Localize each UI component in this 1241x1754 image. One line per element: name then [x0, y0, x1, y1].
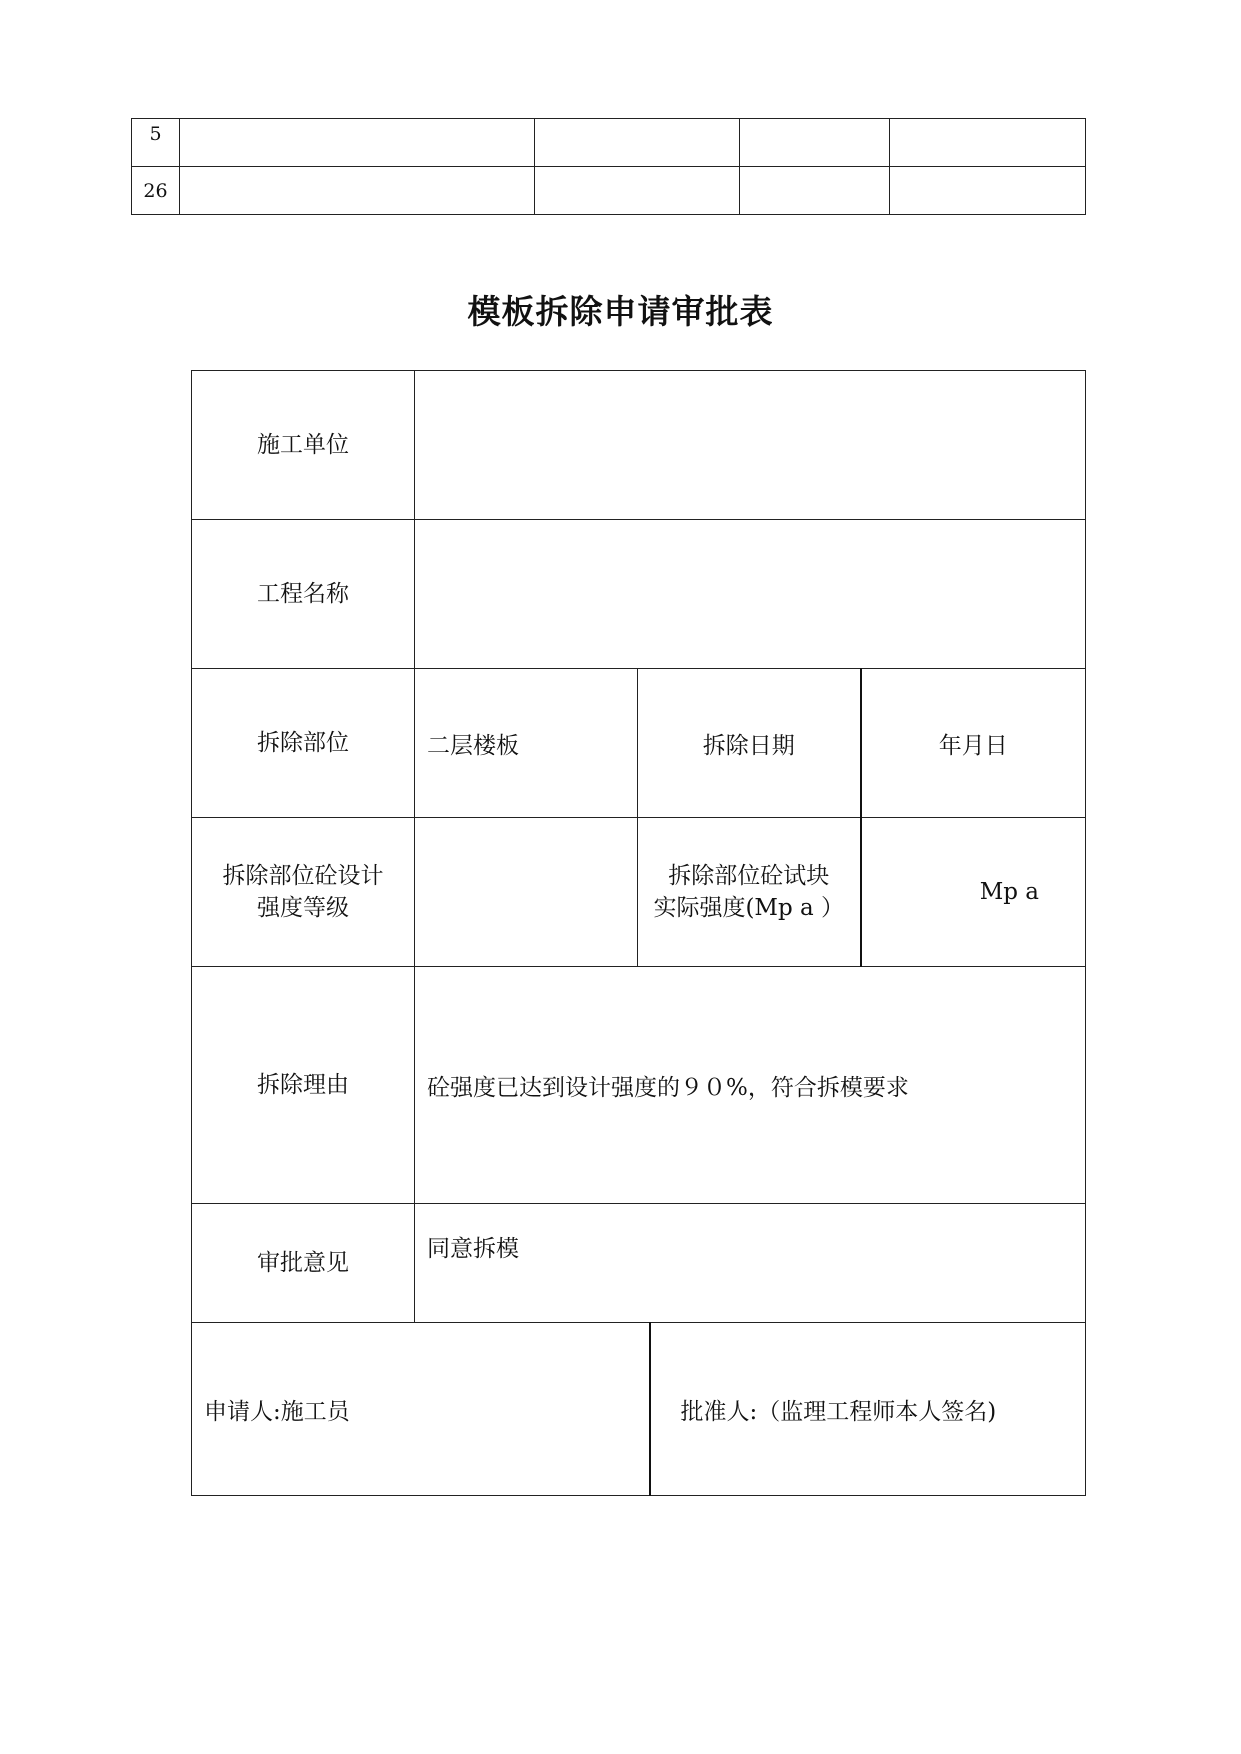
construction-unit-row: [192, 371, 1086, 520]
removal-location-row: [192, 669, 1086, 818]
actual-strength-label-line2: 实际强度(Mp a ）: [653, 895, 845, 921]
project-name-label: 工程名称: [192, 520, 415, 669]
design-strength-field[interactable]: [415, 818, 638, 967]
table-cell: [890, 119, 1086, 167]
table-cell: [740, 167, 890, 215]
construction-unit-label: 施工单位: [192, 371, 415, 520]
construction-unit-field[interactable]: [415, 371, 1086, 520]
row-number: 5: [132, 119, 180, 167]
reason-row: [192, 967, 1086, 1204]
project-name-row: [192, 520, 1086, 669]
strength-unit: Mp a: [979, 879, 1039, 905]
actual-strength-label: [638, 818, 861, 967]
actual-strength-label-line1: 拆除部位砼试块: [668, 863, 830, 889]
approver-signature[interactable]: 批准人:（监理工程师本人签名): [650, 1323, 1086, 1496]
table-cell: [890, 167, 1086, 215]
strength-row: [192, 818, 1086, 967]
removal-date-field[interactable]: 年月日: [861, 669, 1086, 818]
table-cell: [180, 167, 535, 215]
table-row: [132, 167, 1086, 215]
design-strength-label-line2: 强度等级: [257, 895, 349, 921]
table-cell: [535, 119, 740, 167]
table-cell: [740, 119, 890, 167]
applicant-signature[interactable]: 申请人:施工员: [192, 1323, 650, 1496]
signature-row: [192, 1323, 1086, 1496]
approval-row: [192, 1204, 1086, 1323]
design-strength-label-line1: 拆除部位砼设计: [222, 863, 384, 889]
removal-location-label: 拆除部位: [192, 669, 415, 818]
approval-opinion-field[interactable]: 同意拆模: [415, 1204, 1086, 1323]
table-row: [132, 119, 1086, 167]
reason-field[interactable]: 砼强度已达到设计强度的９０%，符合拆模要求: [415, 967, 1086, 1204]
approval-label: 审批意见: [192, 1204, 415, 1323]
row-number: 26: [132, 167, 180, 215]
removal-date-label: 拆除日期: [638, 669, 861, 818]
project-name-field[interactable]: [415, 520, 1086, 669]
reason-label: 拆除理由: [192, 967, 415, 1204]
page-title: 模板拆除申请审批表: [467, 292, 774, 331]
design-strength-label: [192, 818, 415, 967]
removal-location-field[interactable]: 二层楼板: [415, 669, 638, 818]
table-cell: [180, 119, 535, 167]
removal-approval-form: [191, 370, 1086, 1496]
actual-strength-field[interactable]: [861, 818, 1086, 967]
table-cell: [535, 167, 740, 215]
previous-list-table: [131, 118, 1086, 215]
